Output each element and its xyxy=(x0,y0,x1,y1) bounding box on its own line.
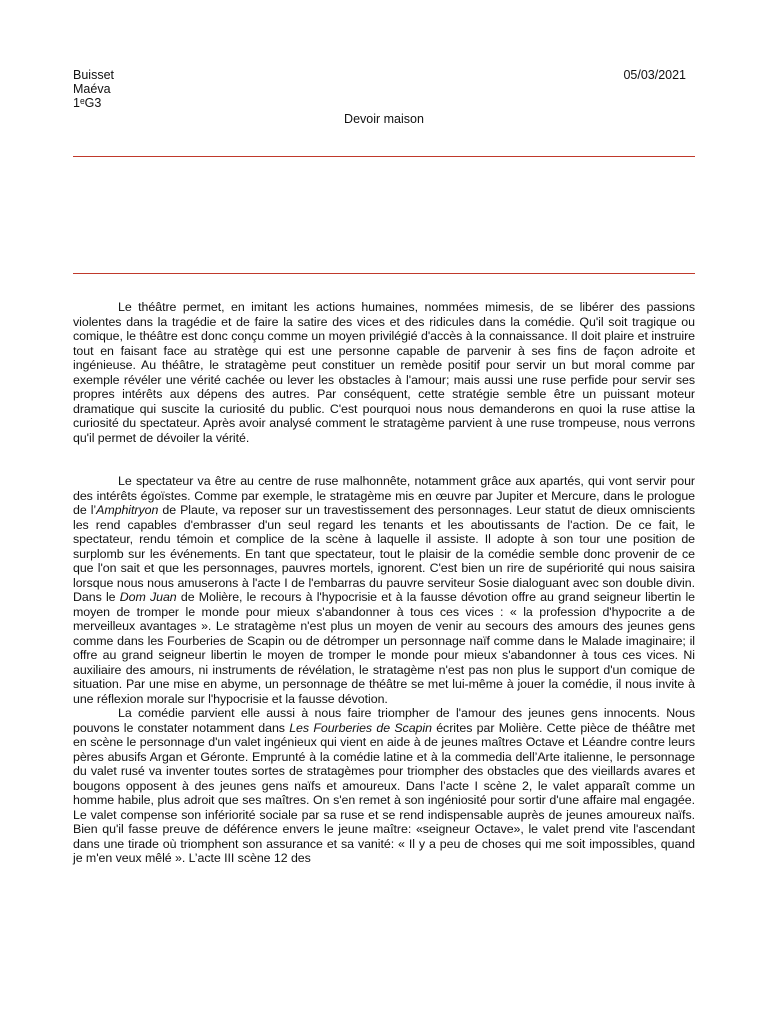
student-name-block xyxy=(73,68,114,110)
bottom-divider xyxy=(73,273,695,274)
paragraph-text: Le théâtre permet, en imitant les actions humaines, nommées mimesis, de se libérer des passions violentes dans la tragédie et de faire la satire des vices et des ridicules dans la comédie. Qu'il soit tragique ou comique, le théâtre est donc conçu comme un moyen privilégié d'accès à la connaissance. Il doit plaire et instruire tout en faisant face au stratège qui est une personne capable de parvenir à ses fins de façon adroite et ingénieuse. Au théâtre, le stratagème peut constituer un remède positif pour servir un but moral comme par exemple révéler une vérité cachée ou lever les obstacles à l'amour; mais aussi une ruse perfide pour servir ses propres intérêts aux dépens des autres. Par conséquent, cette stratégie semble être un puissant moteur dramatique qui suscite la curiosité du public. C'est pourquoi nous nous demanderons en quoi la ruse attise la curiosité du spectateur. Après avoir analysé comment le stratagème parvient à une ruse trompeuse, nous verrons qu'il permet de dévoiler la vérité. xyxy=(73,300,695,445)
document-title: Devoir maison xyxy=(344,112,424,126)
student-last-name: Buisset xyxy=(73,68,114,82)
paragraph-text: de Molière, le recours à l'hypocrisie et à la fausse dévotion offre au grand seigneur libertin le moyen de tromper le monde pour mieux s'abandonner à tous ces vices : « la profession d'hypocrite a de merveilleux avantages ». Le stratagème n'est plus un moyen de venir au secours des amours des jeunes gens comme dans les Fourberies de Scapin ou de détromper un personnage naïf comme dans le Malade imaginaire; il offre au grand seigneur libertin le moyen de tromper le monde pour mieux s'abandonner à tous ces vices. Ni auxiliaire des amours, ni instruments de révélation, le stratagème n'est pas non plus le support d'un comique de situation. Par une mise en abyme, un personnage de théâtre se met lui-même à jouer la comédie, il nous invite à une réflexion morale sur l'hypocrisie et la fausse dévotion. xyxy=(73,590,695,706)
paragraph-text: Le spectateur va être au centre de ruse malhonnête, notamment grâce aux apartés, qui vont servir pour des intérêts égoïstes. Comme par exemple, le stratagème mis en œuvre par Jupiter et Mercure, dans le prologue de l’ xyxy=(73,474,695,517)
work-title-dom-juan: Dom Juan xyxy=(119,590,177,604)
top-divider xyxy=(73,156,695,157)
work-title-amphitryon: Amphitryon xyxy=(96,503,159,517)
work-title-fourberies: Les Fourberies de Scapin xyxy=(289,720,432,735)
paragraph-part-two xyxy=(73,706,695,866)
student-first-name: Maéva xyxy=(73,82,111,96)
document-body xyxy=(73,300,695,866)
student-class: 1ᵉG3 xyxy=(73,96,102,110)
document-date: 05/03/2021 xyxy=(623,68,686,82)
paragraph-part-one xyxy=(73,474,695,706)
paragraph-text: La comédie parvient elle aussi à nous faire triompher de l'amour des jeunes gens innocents. Nous pouvons le constater notamment dans xyxy=(73,706,695,735)
paragraph-text: de Plaute, va reposer sur un travestissement des personnages. Leur statut de dieux omniscients les rend capables d'embrasser d'un seul regard les tenants et les aboutissants de l'action. De ce fait, le spectateur, rendu témoin et complice de la scène à laquelle il assiste. Il adopte à son tour une position de surplomb sur les événements. En tant que spectateur, tout le plaisir de la comédie semble donc provenir de ce que l'on sait et que les personnages, pauvres mortels, ignorent. C'est bien un rire de supériorité qui nous saisira lorsque nous nous amuserons à l'acte I de l'embarras du pauvre serviteur Sosie dialoguant avec son double divin. Dans le xyxy=(73,503,696,604)
paragraph-text: écrites par Molière. Cette pièce de théâtre met en scène le personnage d'un valet ingénieux qui vient en aide à de jeunes maîtres Octave et Léandre contre leurs pères abusifs Argan et Géronte. Emprunté à la comédie latine et à la commedia dell’Arte italienne, le personnage du valet rusé va inventer toutes sortes de stratagèmes pour triompher des obstacles que des vieillards avares et bougons opposent à des jeunes gens naïfs et amoureux. Dans l’acte I scène 2, le valet apparaît comme un homme habile, plus adroit que ses maîtres. On s'en remet à son ingéniosité pour sortir d'une affaire mal engagée. Le valet compense son infériorité sociale par sa ruse et se rend indispensable auprès de jeunes amoureux naïfs. Bien qu'il fasse preuve de déférence envers le jeune maître: «seigneur Octave», le valet prend vite l'ascendant dans une tirade où triomphent son assurance et sa vanité: « Il y a peu de choses qui me soit impossibles, quand je m'en veux mêlé ». L’acte III scène 12 des xyxy=(73,720,695,865)
paragraph-introduction xyxy=(73,300,695,445)
